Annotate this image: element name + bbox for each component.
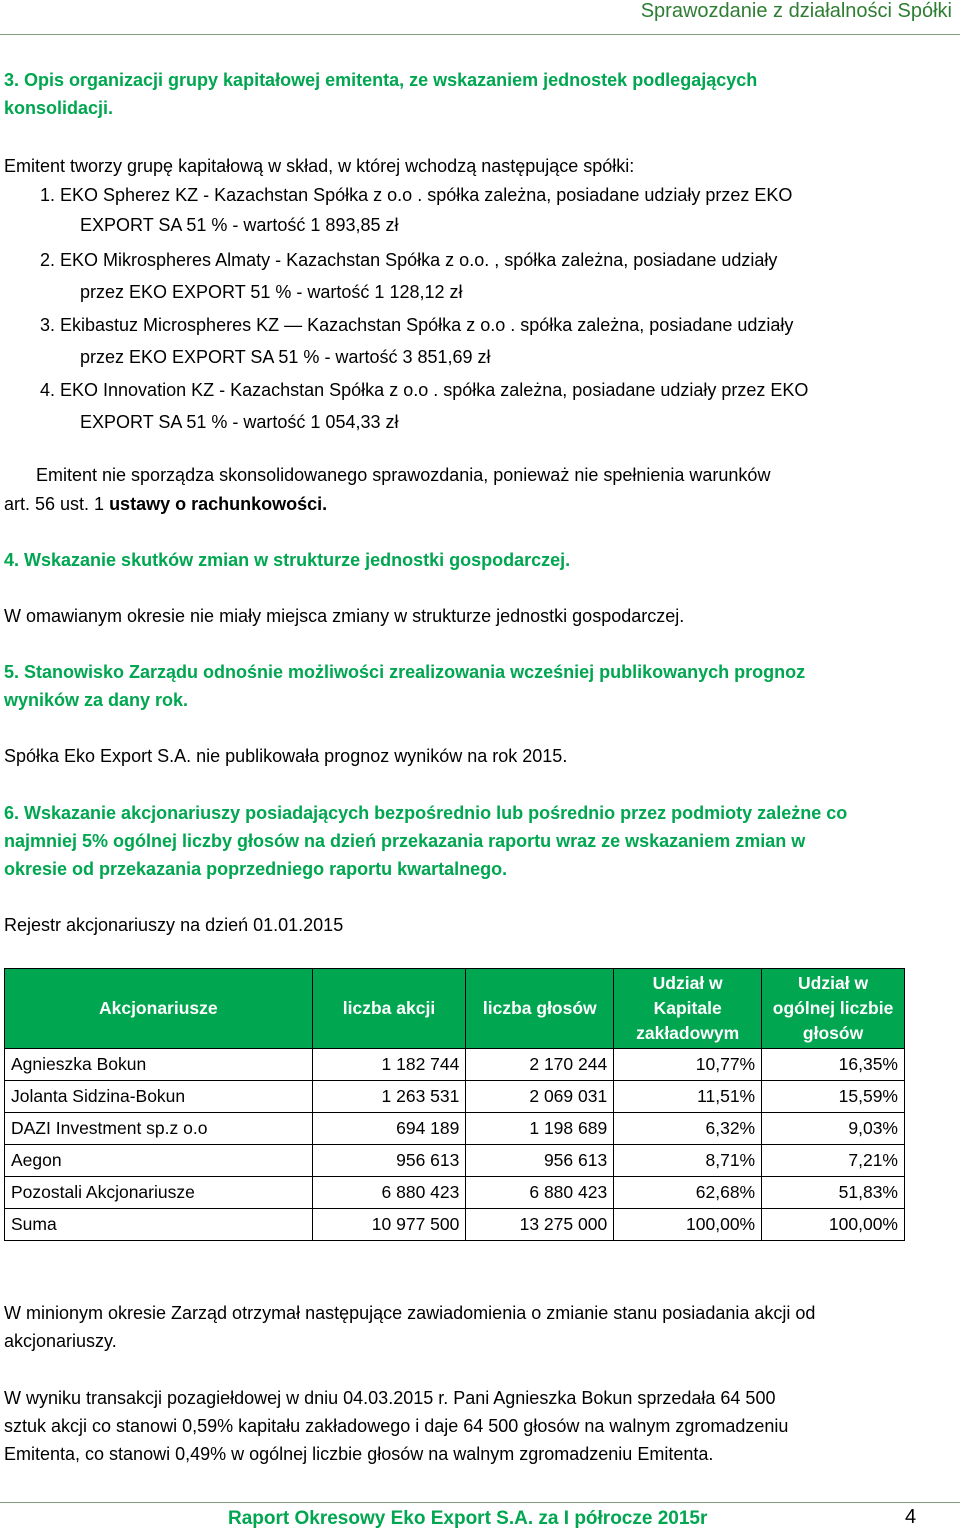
cell-capital-share: 8,71% (614, 1145, 762, 1177)
list-item-3-line1: 3. Ekibastuz Microspheres KZ — Kazachstan Spółka z o.o . spółka zależna, posiadane udziały (40, 315, 794, 335)
register-date: Rejestr akcjonariuszy na dzień 01.01.2015 (4, 915, 344, 935)
cell-shares: 1 182 744 (312, 1049, 466, 1081)
cell-votes: 2 069 031 (466, 1081, 614, 1113)
cell-shares: 1 263 531 (312, 1081, 466, 1113)
cell-capital-share: 6,32% (614, 1113, 762, 1145)
cell-capital-share: 62,68% (614, 1177, 762, 1209)
header-divider (0, 34, 960, 35)
cell-shares: 694 189 (312, 1113, 466, 1145)
cell-shares: 956 613 (312, 1145, 466, 1177)
cell-votes-share: 9,03% (762, 1113, 905, 1145)
list-item-1-line1: 1. EKO Spherez KZ - Kazachstan Spółka z o.o . spółka zależna, posiadane udziały przez EKO (40, 185, 793, 205)
section6-heading-line3: okresie od przekazania poprzedniego raportu kwartalnego. (4, 859, 508, 879)
section4-text: W omawianym okresie nie miały miejsca zmiany w strukturze jednostki gospodarczej. (4, 606, 685, 626)
col-header-capital-share: Udział w Kapitale zakładowym (614, 969, 762, 1049)
cell-shareholder: DAZI Investment sp.z o.o (5, 1113, 313, 1145)
cell-shares: 10 977 500 (312, 1209, 466, 1241)
footer-title: Raport Okresowy Eko Export S.A. za I półrocze 2015r (228, 1508, 708, 1529)
list-item-2-line2: przez EKO EXPORT 51 % - wartość 1 128,12 zł (80, 282, 463, 302)
consolidation-note-text: art. 56 ust. 1 (4, 494, 110, 514)
cell-votes-share: 7,21% (762, 1145, 905, 1177)
shareholders-table (4, 968, 905, 1241)
cell-votes: 2 170 244 (466, 1049, 614, 1081)
consolidation-note-law: ustawy o rachunkowości. (109, 494, 328, 514)
section5-heading-line2: wyników za dany rok. (4, 690, 189, 710)
cell-shareholder: Agnieszka Bokun (5, 1049, 313, 1081)
table-row-total (5, 1209, 905, 1241)
col-header-shareholders: Akcjonariusze (5, 969, 313, 1049)
notifications-para-line1: W minionym okresie Zarząd otrzymał następujące zawiadomienia o zmianie stanu posiadania akcji od (4, 1303, 816, 1323)
cell-shareholder: Jolanta Sidzina-Bokun (5, 1081, 313, 1113)
col-header-votes-share: Udział w ogólnej liczbie głosów (762, 969, 905, 1049)
transaction-para-line3: Emitenta, co stanowi 0,49% w ogólnej liczbie głosów na walnym zgromadzeniu Emitenta. (4, 1444, 714, 1464)
cell-capital-share: 10,77% (614, 1049, 762, 1081)
cell-shareholder: Suma (5, 1209, 313, 1241)
list-item-4-line2: EXPORT SA 51 % - wartość 1 054,33 zł (80, 412, 399, 432)
col-header-votes: liczba głosów (466, 969, 614, 1049)
cell-shares: 6 880 423 (312, 1177, 466, 1209)
table-row (5, 1145, 905, 1177)
consolidation-note-line2 (4, 494, 327, 515)
cell-votes: 6 880 423 (466, 1177, 614, 1209)
table-row (5, 1049, 905, 1081)
list-item-1-line2: EXPORT SA 51 % - wartość 1 893,85 zł (80, 215, 399, 235)
cell-votes: 1 198 689 (466, 1113, 614, 1145)
transaction-para-line1: W wyniku transakcji pozagiełdowej w dniu 04.03.2015 r. Pani Agnieszka Bokun sprzedała 64 500 (4, 1388, 776, 1408)
cell-votes: 956 613 (466, 1145, 614, 1177)
table-row (5, 1177, 905, 1209)
cell-votes-share: 16,35% (762, 1049, 905, 1081)
cell-votes: 13 275 000 (466, 1209, 614, 1241)
cell-shareholder: Aegon (5, 1145, 313, 1177)
section5-text: Spółka Eko Export S.A. nie publikowała prognoz wyników na rok 2015. (4, 746, 568, 766)
section4-heading: 4. Wskazanie skutków zmian w strukturze jednostki gospodarczej. (4, 550, 571, 570)
cell-votes-share: 51,83% (762, 1177, 905, 1209)
cell-capital-share: 11,51% (614, 1081, 762, 1113)
cell-votes-share: 15,59% (762, 1081, 905, 1113)
list-item-3-line2: przez EKO EXPORT SA 51 % - wartość 3 851,69 zł (80, 347, 491, 367)
section6-heading-line2: najmniej 5% ogólnej liczby głosów na dzień przekazania raportu wraz ze wskazaniem zmian w (4, 831, 806, 851)
consolidation-note-line1: Emitent nie sporządza skonsolidowanego sprawozdania, ponieważ nie spełnienia warunków (36, 465, 771, 485)
notifications-para-line2: akcjonariuszy. (4, 1331, 117, 1351)
section5-heading-line1: 5. Stanowisko Zarządu odnośnie możliwości zrealizowania wcześniej publikowanych prognoz (4, 662, 806, 682)
list-item-2-line1: 2. EKO Mikrospheres Almaty - Kazachstan Spółka z o.o. , spółka zależna, posiadane udziały (40, 250, 778, 270)
section6-heading-line1: 6. Wskazanie akcjonariuszy posiadających bezpośrednio lub pośrednio przez podmioty zależne co (4, 803, 848, 823)
table-row (5, 1113, 905, 1145)
page-number: 4 (905, 1506, 917, 1528)
cell-shareholder: Pozostali Akcjonariusze (5, 1177, 313, 1209)
section3-heading-line2: konsolidacji. (4, 98, 114, 118)
table-row (5, 1081, 905, 1113)
section3-heading-line1: 3. Opis organizacji grupy kapitałowej emitenta, ze wskazaniem jednostek podlegających (4, 70, 758, 90)
col-header-shares: liczba akcji (312, 969, 466, 1049)
list-item-4-line1: 4. EKO Innovation KZ - Kazachstan Spółka z o.o . spółka zależna, posiadane udziały przez EKO (40, 380, 809, 400)
transaction-para-line2: sztuk akcji co stanowi 0,59% kapitału zakładowego i daje 64 500 głosów na walnym zgromadzeniu (4, 1416, 789, 1436)
cell-capital-share: 100,00% (614, 1209, 762, 1241)
cell-votes-share: 100,00% (762, 1209, 905, 1241)
section3-intro: Emitent tworzy grupę kapitałową w skład, w której wchodzą następujące spółki: (4, 156, 635, 176)
footer-divider (0, 1502, 960, 1503)
page-header-title: Sprawozdanie z działalności Spółki (640, 0, 952, 22)
table-header-row (5, 969, 905, 1049)
